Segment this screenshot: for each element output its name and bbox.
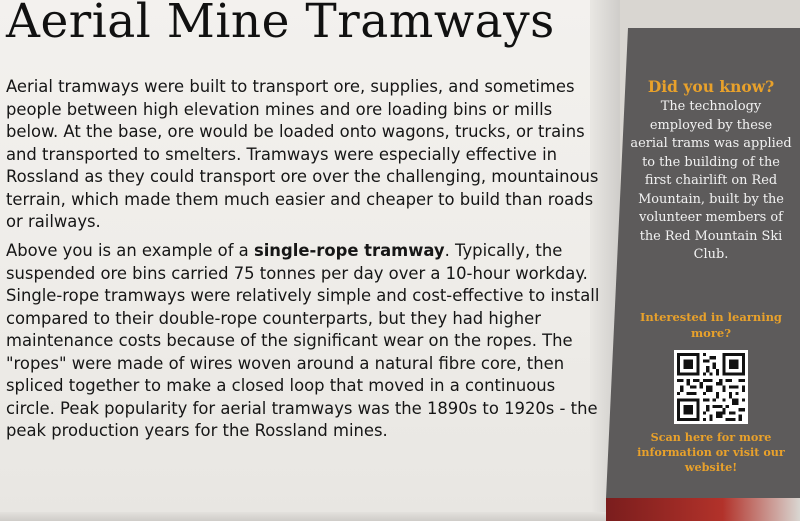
learn-more-title: Interested in learning more?: [640, 309, 782, 340]
tramway-paragraph-body: . Typically, the suspended ore bins carried 75 tonnes per day over a 10-hour workday. Single-rope tramways were relatively simple and cost-effective to install compared to their double-rope counterparts, but they had higher maintenance costs because of the significant wear on the ropes. The "ropes" were made of wires woven around a natural fibre core, then spliced together to make a closed loop that moved in a continuous circle. Peak popularity for aerial tramways was the 1890s to 1920s - the peak production years for the Rossland mines.: [6, 241, 600, 440]
intro-paragraph: Aerial tramways were built to transport ore, supplies, and sometimes people between high elevation mines and ore loading bins or mills below. At the base, ore would be loaded onto wagons, trucks, or trains and transported to smelters. Tramways were especially effective in Rossland as they could transport ore over the challenging, mountainous terrain, which made them much easier and cheaper to build than roads or railways.: [6, 77, 599, 231]
tramway-term: single-rope tramway: [253, 241, 445, 260]
did-you-know-body: The technology employed by these aerial trams was applied to the building of the first chairlift on Red Mountain, built by the volunteer members of the Red Mountain Ski Club.: [630, 99, 792, 262]
tramway-paragraph: [6, 240, 606, 443]
qr-code-icon: [677, 353, 745, 421]
did-you-know-title: Did you know?: [647, 77, 775, 96]
sidebar-content: [630, 75, 792, 475]
scan-instructions: Scan here for more information or visit our website!: [637, 429, 785, 474]
tramway-paragraph-lead: Above you is an example of a: [6, 241, 254, 260]
page-title: Aerial Mine Tramways: [6, 0, 555, 49]
bottom-edge: [0, 512, 606, 521]
qr-code[interactable]: [674, 350, 748, 424]
bottom-accent-strip: [606, 498, 800, 521]
